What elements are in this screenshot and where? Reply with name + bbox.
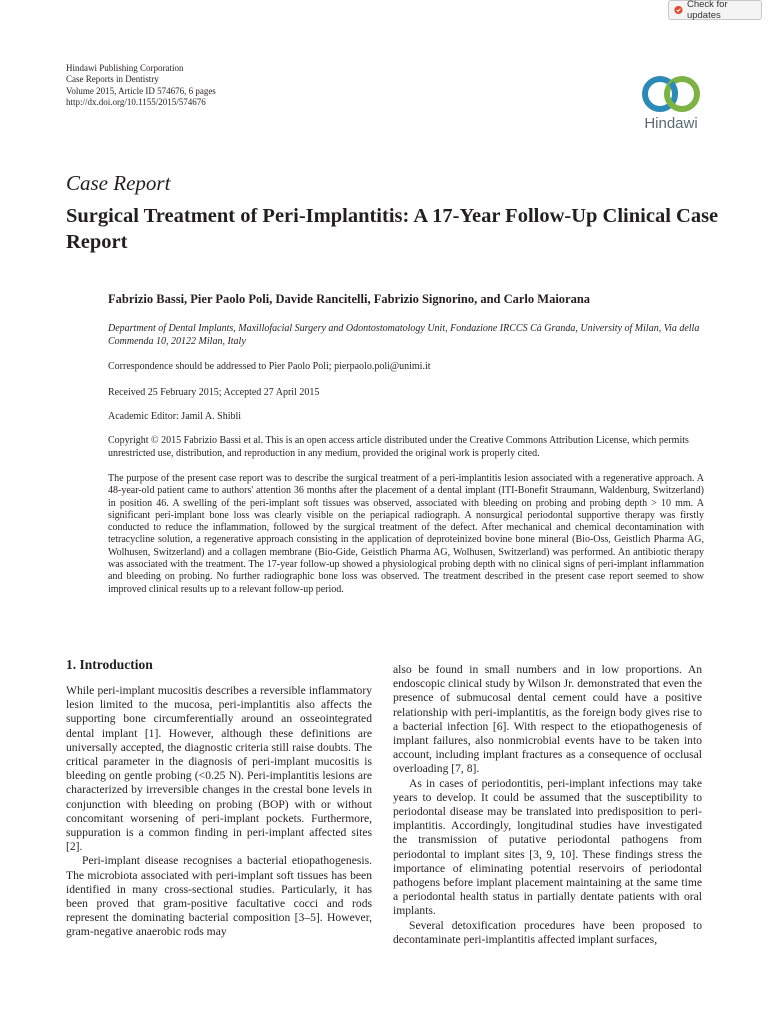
received-accepted-dates: Received 25 February 2015; Accepted 27 April 2015 (108, 387, 320, 398)
article-type: Case Report (66, 171, 171, 195)
section-heading-introduction: 1. Introduction (66, 657, 153, 672)
paragraph: Several detoxification procedures have been proposed to decontaminate peri-implantitis affected implant surfaces, (393, 918, 702, 946)
check-for-updates-label: Check for updates (686, 0, 728, 21)
copyright-notice: Copyright © 2015 Fabrizio Bassi et al. This is an open access article distributed under the Creative Commons Attribution License, which permits unrestricted use, distribution, and reproduction in any medium, provided the original work is properly cited. (108, 435, 689, 459)
left-column (66, 684, 372, 940)
crossmark-icon (674, 5, 683, 15)
paragraph: While peri-implant mucositis describes a reversible inflammatory lesion limited to the mucosa, peri-implantitis also affects the supporting bone circumferentially around an osseointegrated dental implant [1]. However, although these definitions are universally accepted, the diagnostic criteria still raise doubts. The critical parameter in the diagnosis of peri-implant mucositis is bleeding on gentle probing (<0.25 N). Peri-implantitis lesions are characterized by irreversible changes in the crestal bone levels in conjunction with bleeding on probing (BOP) with or without concomitant worsening of peri-implant pockets. Furthermore, suppuration is a common finding in peri-implant affected sites [2]. (66, 684, 372, 854)
paragraph: also be found in small numbers and in low proportions. An endoscopic clinical study by Wilson Jr. demonstrated that even the presence of submucosal dental cement could have a positive relationship with peri-implantitis, as the foreign body gives rise to a bacterial infection [6]. With respect to the etiopathogenesis of implant failures, also nonmicrobial events have to be taken into account, including implant fractures as a consequence of occlusal overloading [7, 8]. (393, 663, 702, 776)
paragraph: Peri-implant disease recognises a bacterial etiopathogenesis. The microbiota associated with peri-implant soft tissues has been identified in many cross-sectional studies. Particularly, it has been proved that gram-positive facultative cocci and rods represent the dominating bacterial composition [3–5]. However, gram-negative anaerobic rods may (66, 854, 372, 939)
paragraph: As in cases of periodontitis, peri-implant infections may take years to develop. It could be assumed that the susceptibility to periodontal disease may be translated into predisposition to peri-implantitis. Accordingly, longitudinal studies have investigated the transmission of putative periodontal pathogens from periodontal to implant sites [3, 9, 10]. These findings stress the importance of eliminating potential reservoirs of periodontal pathogens before implant placement maintaining at the same time a periodontal health status in partially dentate patients with oral implants. (393, 776, 702, 918)
publisher-name: Hindawi Publishing Corporation (66, 63, 184, 73)
hindawi-logo-text: Hindawi (644, 115, 698, 132)
check-for-updates-button[interactable] (668, 0, 762, 20)
article-title: Surgical Treatment of Peri-Implantitis: A 17-Year Follow-Up Clinical Case Report (66, 205, 719, 253)
affiliation: Department of Dental Implants, Maxillofacial Surgery and Odontostomatology Unit, Fondazione IRCCS Cà Granda, University of Milan, Via della Commenda 10, 20122 Milan, Italy (108, 323, 700, 347)
journal-name: Case Reports in Dentistry (66, 74, 159, 85)
doi-link[interactable]: http://dx.doi.org/10.1155/2015/574676 (66, 96, 206, 107)
academic-editor: Academic Editor: Jamil A. Shibli (108, 411, 242, 422)
abstract: The purpose of the present case report was to describe the surgical treatment of a peri-implantitis lesion associated with a regenerative approach. A 48-year-old patient came to authors' attention 36 months after the placement of a dental implant (ITI-Bonefit Straumann, Waldenburg, Switzerland) in position 46. A swelling of the peri-implant soft tissues was observed, associated with bleeding on probing and probing depth > 10 mm. A significant peri-implant bone loss was clearly visible on the periapical radiograph. A nonsurgical periodontal supportive therapy was firstly conducted to reduce the inflammation, followed by the surgical treatment of the defect. After mechanical and chemical decontamination with tetracycline solution, a regenerative approach consisting in the application of deproteinized bovine bone mineral (Bio-Oss, Geistlich Pharma AG, Wolhusen, Switzerland) and a collagen membrane (Bio-Gide, Geistlich Pharma AG, Wolhusen, Switzerland) was performed. An antibiotic therapy was associated with the treatment. The 17-year follow-up showed a physiological probing depth with no clinical signs of peri-implant inflammation and bleeding on probing. No further radiographic bone loss was observed. The treatment described in the present case report seemed to show improved clinical results up to a relevant follow-up period. (108, 473, 704, 595)
volume-info: Volume 2015, Article ID 574676, 6 pages (66, 85, 216, 96)
publication-info (66, 63, 216, 108)
author-list: Fabrizio Bassi, Pier Paolo Poli, Davide Rancitelli, Fabrizio Signorino, and Carlo Maiorana (108, 292, 591, 306)
right-column (393, 663, 702, 947)
correspondence: Correspondence should be addressed to Pier Paolo Poli; pierpaolo.poli@unimi.it (108, 361, 431, 372)
